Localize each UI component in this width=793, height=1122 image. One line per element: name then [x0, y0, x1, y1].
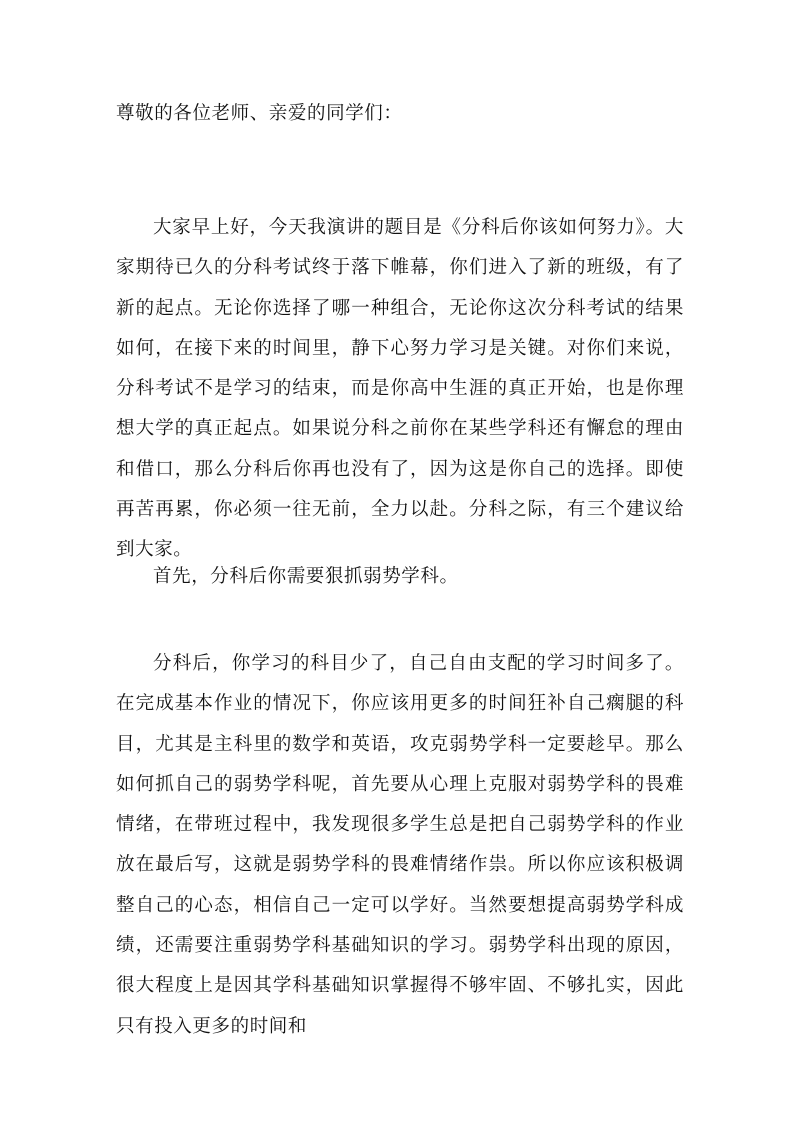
paragraph-introduction: 大家早上好，今天我演讲的题目是《分科后你该如何努力》。大家期待已久的分科考试终于落下帷幕，你们进入了新的班级，有了新的起点。无论你选择了哪一种组合，无论你这次分科考试的结果如何，在接下来的时间里，静下心努力学习是关键。对你们来说，分科考试不是学习的结束，而是你高中生涯的真正开始，也是你理想大学的真正起点。如果说分科之前你在某些学科还有懈怠的理由和借口，那么分科后你再也没有了，因为这是你自己的选择。即使再苦再累，你必须一往无前，全力以赴。分科之际，有三个建议给到大家。	[116, 217, 684, 561]
speech-greeting: 尊敬的各位老师、亲爱的同学们：	[116, 103, 403, 124]
paragraph-weak-subjects: 分科后，你学习的科目少了，自己自由支配的学习时间多了。在完成基本作业的情况下，你应该用更多的时间狂补自己瘸腿的科目，尤其是主科里的数学和英语，攻克弱势学科一定要趁早。那么如何抓自己的弱势学科呢，首先要从心理上克服对弱势学科的畏难情绪，在带班过程中，我发现很多学生总是把自己弱势学科的作业放在最后写，这就是弱势学科的畏难情绪作祟。所以你应该积极调整自己的心态，相信自己一定可以学好。当然要想提高弱势学科成绩，还需要注重弱势学科基础知识的学习。弱势学科出现的原因，很大程度上是因其学科基础知识掌握得不够牢固、不够扎实，因此只有投入更多的时间和	[116, 653, 684, 1037]
paragraph-first-suggestion-heading: 首先，分科后你需要狠抓弱势学科。	[153, 566, 459, 587]
